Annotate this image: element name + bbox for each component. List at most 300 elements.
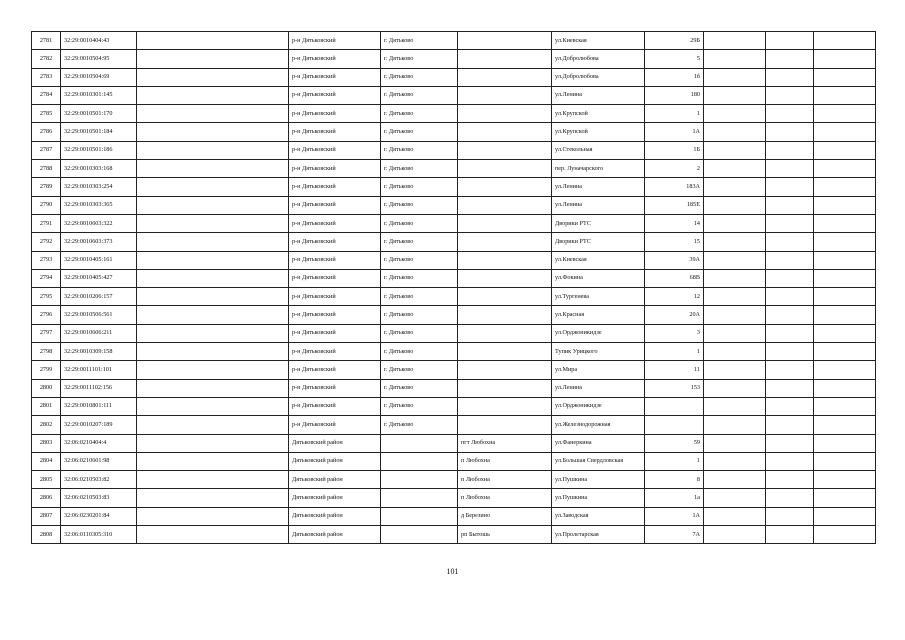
empty-cell [766,105,814,123]
cadastral-number-cell: 32:29:0010405:427 [61,269,137,287]
cadastral-number-cell: 32:29:0010603:373 [61,233,137,251]
district-cell: р-н Дятьковский [289,361,381,379]
empty-cell [704,288,766,306]
table-row [32,196,876,214]
city-cell: г. Дятьково [381,141,458,159]
row-number-cell: 2785 [32,105,61,123]
district-cell: р-н Дятьковский [289,397,381,415]
empty-cell [704,343,766,361]
city-cell [381,489,458,507]
locality-cell [458,361,552,379]
city-cell: г. Дятьково [381,416,458,434]
table-row [32,397,876,415]
empty-cell [814,251,876,269]
row-number-cell: 2793 [32,251,61,269]
city-cell: г. Дятьково [381,269,458,287]
district-cell: р-н Дятьковский [289,343,381,361]
locality-cell [458,105,552,123]
street-cell: Дворики РТС [552,233,645,251]
house-number-cell: 5 [645,50,704,68]
empty-cell [704,86,766,104]
empty-cell [137,196,289,214]
street-cell: ул.Ленина [552,86,645,104]
empty-cell [704,105,766,123]
empty-cell [137,269,289,287]
table-row [32,306,876,324]
empty-cell [137,178,289,196]
locality-cell: п Любохна [458,489,552,507]
empty-cell [766,123,814,141]
locality-cell [458,123,552,141]
row-number-cell: 2790 [32,196,61,214]
row-number-cell: 2781 [32,32,61,50]
street-cell: ул.Большая Свердловская [552,452,645,470]
city-cell: г. Дятьково [381,251,458,269]
empty-cell [814,361,876,379]
empty-cell [766,160,814,178]
cadastral-number-cell: 32:29:0011101:101 [61,361,137,379]
locality-cell [458,50,552,68]
street-cell: ул.Ленина [552,196,645,214]
city-cell: г. Дятьково [381,214,458,232]
empty-cell [704,452,766,470]
empty-cell [137,471,289,489]
street-cell: ул.Фокина [552,269,645,287]
empty-cell [137,251,289,269]
city-cell [381,507,458,525]
locality-cell [458,343,552,361]
cadastral-number-cell: 32:29:0010501:186 [61,141,137,159]
empty-cell [704,361,766,379]
empty-cell [704,251,766,269]
table-row [32,526,876,544]
house-number-cell: 3 [645,324,704,342]
city-cell [381,434,458,452]
empty-cell [137,306,289,324]
empty-cell [766,343,814,361]
cadastral-number-cell: 32:29:0010501:170 [61,105,137,123]
empty-cell [137,141,289,159]
row-number-cell: 2796 [32,306,61,324]
empty-cell [137,105,289,123]
row-number-cell: 2795 [32,288,61,306]
district-cell: р-н Дятьковский [289,32,381,50]
empty-cell [814,288,876,306]
empty-cell [704,434,766,452]
street-cell: ул.Крупской [552,105,645,123]
house-number-cell: 185Е [645,196,704,214]
locality-cell: п Любохна [458,452,552,470]
table-row [32,324,876,342]
cadastral-number-cell: 32:29:0010207:189 [61,416,137,434]
table-row [32,68,876,86]
table-row [32,160,876,178]
locality-cell [458,68,552,86]
empty-cell [137,123,289,141]
house-number-cell: 15 [645,233,704,251]
locality-cell [458,306,552,324]
row-number-cell: 2792 [32,233,61,251]
empty-cell [704,214,766,232]
district-cell: Дятьковский район [289,452,381,470]
table-row [32,32,876,50]
empty-cell [814,32,876,50]
empty-cell [137,343,289,361]
empty-cell [137,526,289,544]
house-number-cell: 59 [645,434,704,452]
district-cell: р-н Дятьковский [289,86,381,104]
row-number-cell: 2794 [32,269,61,287]
locality-cell [458,416,552,434]
empty-cell [137,434,289,452]
house-number-cell: 29Б [645,32,704,50]
city-cell: г. Дятьково [381,178,458,196]
district-cell: р-н Дятьковский [289,141,381,159]
table-row [32,233,876,251]
house-number-cell: 1 [645,452,704,470]
row-number-cell: 2804 [32,452,61,470]
city-cell: г. Дятьково [381,160,458,178]
table-row [32,50,876,68]
empty-cell [704,123,766,141]
cadastral-number-cell: 32:29:0010303:254 [61,178,137,196]
row-number-cell: 2807 [32,507,61,525]
empty-cell [704,416,766,434]
house-number-cell: 14 [645,214,704,232]
district-cell: Дятьковский район [289,526,381,544]
table-row [32,86,876,104]
table-body [32,32,876,544]
cadastral-number-cell: 32:06:0210503:83 [61,489,137,507]
empty-cell [814,160,876,178]
empty-cell [814,471,876,489]
empty-cell [766,251,814,269]
empty-cell [704,269,766,287]
cadastral-number-cell: 32:29:0010603:322 [61,214,137,232]
empty-cell [814,526,876,544]
empty-cell [137,233,289,251]
house-number-cell: 20А [645,306,704,324]
cadastral-number-cell: 32:06:0210503:82 [61,471,137,489]
locality-cell [458,178,552,196]
street-cell: ул.Тургенева [552,288,645,306]
empty-cell [814,434,876,452]
row-number-cell: 2805 [32,471,61,489]
empty-cell [704,471,766,489]
table-row [32,251,876,269]
city-cell [381,471,458,489]
district-cell: р-н Дятьковский [289,233,381,251]
street-cell: ул.Ленина [552,379,645,397]
district-cell: р-н Дятьковский [289,50,381,68]
table-row [32,434,876,452]
row-number-cell: 2783 [32,68,61,86]
house-number-cell: 39А [645,251,704,269]
empty-cell [137,397,289,415]
empty-cell [766,141,814,159]
empty-cell [137,489,289,507]
house-number-cell: 1 [645,105,704,123]
city-cell: г. Дятьково [381,361,458,379]
locality-cell [458,379,552,397]
street-cell: ул.Ленина [552,178,645,196]
district-cell: р-н Дятьковский [289,105,381,123]
district-cell: р-н Дятьковский [289,251,381,269]
empty-cell [766,196,814,214]
cadastral-number-cell: 32:29:0010606:211 [61,324,137,342]
house-number-cell: 11 [645,361,704,379]
district-cell: р-н Дятьковский [289,196,381,214]
empty-cell [766,288,814,306]
empty-cell [137,160,289,178]
registry-table-container [31,31,876,544]
empty-cell [814,68,876,86]
row-number-cell: 2803 [32,434,61,452]
street-cell: ул.Пушкина [552,471,645,489]
empty-cell [766,214,814,232]
locality-cell [458,86,552,104]
row-number-cell: 2782 [32,50,61,68]
empty-cell [704,526,766,544]
house-number-cell [645,416,704,434]
row-number-cell: 2787 [32,141,61,159]
table-row [32,123,876,141]
empty-cell [814,214,876,232]
empty-cell [766,361,814,379]
empty-cell [704,306,766,324]
empty-cell [766,507,814,525]
city-cell [381,452,458,470]
street-cell: ул.Стекольная [552,141,645,159]
district-cell: р-н Дятьковский [289,123,381,141]
empty-cell [766,526,814,544]
empty-cell [814,141,876,159]
house-number-cell: 180 [645,86,704,104]
locality-cell [458,251,552,269]
table-row [32,269,876,287]
empty-cell [814,397,876,415]
district-cell: Дятьковский район [289,434,381,452]
house-number-cell: 68В [645,269,704,287]
empty-cell [766,178,814,196]
empty-cell [704,68,766,86]
empty-cell [814,105,876,123]
street-cell: ул.Фанеркина [552,434,645,452]
row-number-cell: 2786 [32,123,61,141]
empty-cell [704,32,766,50]
street-cell: ул.Орджоникидзе [552,324,645,342]
empty-cell [766,32,814,50]
empty-cell [814,416,876,434]
table-row [32,489,876,507]
house-number-cell: 12 [645,288,704,306]
empty-cell [766,379,814,397]
empty-cell [814,507,876,525]
empty-cell [704,233,766,251]
district-cell: р-н Дятьковский [289,68,381,86]
empty-cell [704,397,766,415]
empty-cell [137,324,289,342]
row-number-cell: 2791 [32,214,61,232]
street-cell: ул.Киевская [552,32,645,50]
cadastral-number-cell: 32:29:0010504:69 [61,68,137,86]
table-row [32,288,876,306]
cadastral-number-cell: 32:06:0110305:310 [61,526,137,544]
empty-cell [814,343,876,361]
cadastral-number-cell: 32:29:0010404:43 [61,32,137,50]
empty-cell [814,50,876,68]
locality-cell [458,214,552,232]
street-cell: Тупик Урицкого [552,343,645,361]
locality-cell [458,288,552,306]
street-cell: Дворики РТС [552,214,645,232]
empty-cell [814,379,876,397]
cadastral-number-cell: 32:29:0010303:365 [61,196,137,214]
empty-cell [137,361,289,379]
cadastral-number-cell: 32:29:0010801:111 [61,397,137,415]
district-cell: р-н Дятьковский [289,416,381,434]
house-number-cell: 8 [645,471,704,489]
street-cell: ул.Железнодорожная [552,416,645,434]
empty-cell [137,50,289,68]
row-number-cell: 2798 [32,343,61,361]
empty-cell [814,452,876,470]
house-number-cell: 2 [645,160,704,178]
page-number: 101 [446,567,459,576]
row-number-cell: 2788 [32,160,61,178]
empty-cell [704,196,766,214]
house-number-cell: 183А [645,178,704,196]
empty-cell [137,86,289,104]
row-number-cell: 2797 [32,324,61,342]
empty-cell [766,416,814,434]
empty-cell [704,50,766,68]
table-row [32,105,876,123]
row-number-cell: 2802 [32,416,61,434]
house-number-cell: 1Б [645,141,704,159]
locality-cell [458,233,552,251]
empty-cell [704,507,766,525]
cadastral-number-cell: 32:06:0210601:98 [61,452,137,470]
house-number-cell: 153 [645,379,704,397]
empty-cell [137,68,289,86]
empty-cell [814,196,876,214]
cadastral-number-cell: 32:29:0011102:156 [61,379,137,397]
street-cell: ул.Мира [552,361,645,379]
locality-cell: пгт Любохна [458,434,552,452]
cadastral-number-cell: 32:06:0230201:84 [61,507,137,525]
street-cell: ул.Пролетарская [552,526,645,544]
street-cell: ул.Крупской [552,123,645,141]
empty-cell [766,306,814,324]
city-cell: г. Дятьково [381,196,458,214]
locality-cell: п Любохна [458,471,552,489]
street-cell: ул.Киевская [552,251,645,269]
empty-cell [814,324,876,342]
row-number-cell: 2800 [32,379,61,397]
cadastral-number-cell: 32:29:0010301:145 [61,86,137,104]
locality-cell [458,397,552,415]
empty-cell [704,160,766,178]
empty-cell [814,269,876,287]
empty-cell [766,233,814,251]
district-cell: Дятьковский район [289,489,381,507]
table-row [32,343,876,361]
district-cell: р-н Дятьковский [289,379,381,397]
locality-cell: д Березино [458,507,552,525]
city-cell: г. Дятьково [381,32,458,50]
house-number-cell: 1А [645,507,704,525]
cadastral-number-cell: 32:29:0010504:95 [61,50,137,68]
empty-cell [766,471,814,489]
city-cell: г. Дятьково [381,306,458,324]
city-cell [381,526,458,544]
empty-cell [137,379,289,397]
house-number-cell: 1А [645,123,704,141]
table-row [32,471,876,489]
row-number-cell: 2799 [32,361,61,379]
locality-cell [458,269,552,287]
empty-cell [766,68,814,86]
city-cell: г. Дятьково [381,324,458,342]
city-cell: г. Дятьково [381,68,458,86]
cadastral-number-cell: 32:29:0010506:561 [61,306,137,324]
city-cell: г. Дятьково [381,233,458,251]
table-row [32,141,876,159]
cadastral-number-cell: 32:29:0010405:161 [61,251,137,269]
cadastral-number-cell: 32:29:0010303:168 [61,160,137,178]
row-number-cell: 2808 [32,526,61,544]
street-cell: ул.Добролюбова [552,50,645,68]
empty-cell [766,397,814,415]
district-cell: Дятьковский район [289,471,381,489]
street-cell: ул.Добролюбова [552,68,645,86]
locality-cell [458,32,552,50]
locality-cell: рп Бытошь [458,526,552,544]
city-cell: г. Дятьково [381,379,458,397]
empty-cell [137,32,289,50]
cadastral-number-cell: 32:29:0010206:157 [61,288,137,306]
empty-cell [704,489,766,507]
house-number-cell: 7А [645,526,704,544]
empty-cell [704,141,766,159]
empty-cell [137,288,289,306]
city-cell: г. Дятьково [381,288,458,306]
empty-cell [766,452,814,470]
house-number-cell: 1а [645,489,704,507]
locality-cell [458,160,552,178]
street-cell: пер. Луначарского [552,160,645,178]
row-number-cell: 2801 [32,397,61,415]
registry-table [31,31,876,544]
empty-cell [766,324,814,342]
row-number-cell: 2789 [32,178,61,196]
empty-cell [137,214,289,232]
house-number-cell [645,397,704,415]
city-cell: г. Дятьково [381,397,458,415]
street-cell: ул.Орджоникидзе [552,397,645,415]
district-cell: р-н Дятьковский [289,178,381,196]
empty-cell [814,233,876,251]
empty-cell [814,306,876,324]
district-cell: р-н Дятьковский [289,269,381,287]
table-row [32,452,876,470]
cadastral-number-cell: 32:29:0010501:184 [61,123,137,141]
city-cell: г. Дятьково [381,50,458,68]
table-row [32,507,876,525]
empty-cell [137,507,289,525]
empty-cell [814,489,876,507]
